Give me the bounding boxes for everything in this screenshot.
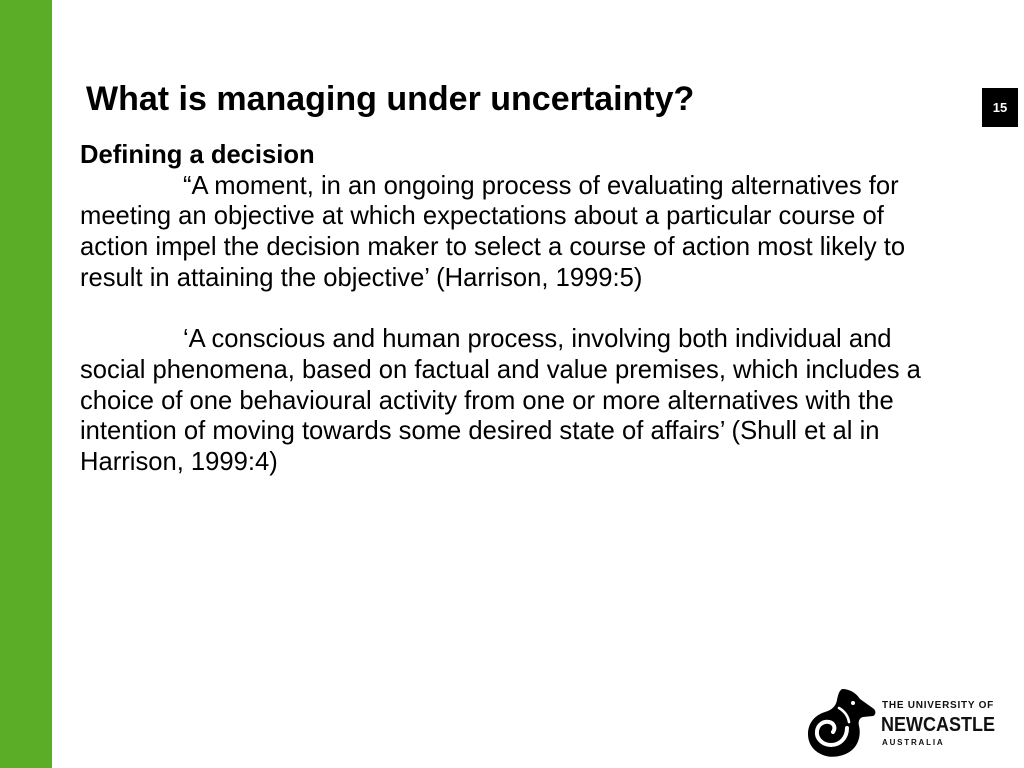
logo-text-newcastle: NEWCASTLE <box>881 714 996 736</box>
quote-paragraph <box>80 324 921 477</box>
paragraph-line: result in attaining the objective’ (Harrison, 1999:5) <box>80 263 643 292</box>
slide-body <box>80 140 921 478</box>
paragraph-spacer <box>80 293 921 324</box>
paragraph-line: meeting an objective at which expectations about a particular course of <box>80 202 884 231</box>
seahorse-icon <box>806 688 876 758</box>
paragraph-line: action impel the decision maker to select a course of action most likely to <box>80 233 906 262</box>
paragraph-line: “A moment, in an ongoing process of evaluating alternatives for <box>183 171 899 200</box>
quote-paragraph <box>80 171 921 294</box>
slide-number-badge <box>982 88 1018 127</box>
paragraph-line: social phenomena, based on factual and value premises, which includes a <box>80 355 921 384</box>
slide-number: 15 <box>992 100 1008 115</box>
paragraph-line: ‘A conscious and human process, involving both individual and <box>183 325 892 354</box>
university-logo <box>806 686 1006 760</box>
paragraph-line: choice of one behavioural activity from one or more alternatives with the <box>80 386 894 415</box>
logo-text-university-of: THE UNIVERSITY OF <box>882 700 995 711</box>
paragraph-line: Harrison, 1999:4) <box>80 447 278 476</box>
slide-title: What is managing under uncertainty? <box>86 80 695 118</box>
paragraph-line: intention of moving towards some desired state of affairs’ (Shull et al in <box>80 417 880 446</box>
subheading: Defining a decision <box>80 141 315 169</box>
logo-text-australia: AUSTRALIA <box>882 738 945 747</box>
accent-sidebar <box>0 0 52 768</box>
